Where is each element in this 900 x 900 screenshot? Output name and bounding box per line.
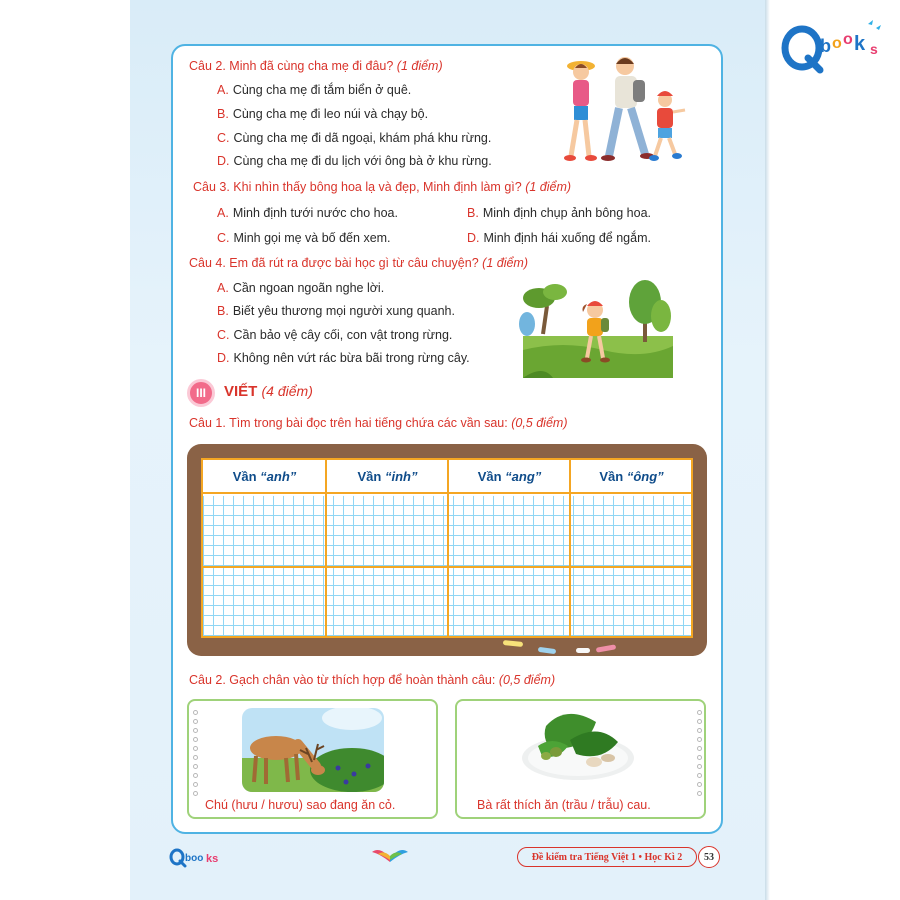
option-text: Minh định hái xuống để ngắm. [483,231,651,245]
family-hiking-illustration [553,52,688,164]
column-rhyme: “inh” [384,468,418,484]
column-divider [325,460,327,636]
question-points: (0,5 điểm) [498,673,556,687]
column-rhyme: “anh” [260,468,297,484]
column-prefix: Vần [357,468,382,484]
option-text: Cần bảo vệ cây cối, con vật trong rừng. [233,328,453,342]
svg-text:o: o [843,31,853,48]
option-text: Minh định tưới nước cho hoa. [232,206,398,220]
column-rhyme: “ông” [626,468,664,484]
svg-text:o: o [832,35,842,52]
footer-bird-icon [370,846,410,866]
option-letter: C. [217,131,230,145]
section-numeral: III [195,386,206,400]
q3-option-d[interactable] [467,231,651,245]
option-letter: D. [467,231,480,245]
option-letter: C. [217,328,230,342]
column-divider [569,460,571,636]
qbooks-logo [780,14,890,78]
option-text: Cùng cha mẹ đi du lịch với ông bà ở khu rừng. [233,154,492,168]
betel-leaves-image [516,706,638,786]
binder-rings-right [697,710,703,800]
question-3-label [193,180,571,194]
question-points: (0,5 điểm) [511,416,568,430]
page-edge [765,0,770,900]
q2-option-c[interactable] [217,131,491,145]
option-letter: C. [217,231,230,245]
svg-text:b: b [820,36,831,56]
option-letter: B. [467,206,479,220]
row-divider [203,566,691,568]
q3-option-b[interactable] [467,206,651,220]
option-text: Minh gọi mẹ và bố đến xem. [233,231,391,245]
column-prefix: Vần [599,468,624,484]
q4-option-b[interactable] [217,304,455,318]
option-text: Biết yêu thương mọi người xung quanh. [232,304,455,318]
column-header-inh [326,460,449,494]
q4-option-a[interactable] [217,281,384,295]
writing-question-1-label [189,416,568,430]
option-letter: B. [217,304,229,318]
page-number: 53 [698,846,720,868]
column-header-ong [570,460,693,494]
question-text: Câu 3. Khi nhìn thấy bông hoa lạ và đẹp, Minh định làm gì? [193,180,522,194]
question-text: Câu 4. Em đã rút ra được bài học gì từ câu chuyện? [189,256,479,270]
question-points: (1 điểm) [525,180,572,194]
q2-option-a[interactable] [217,83,411,97]
svg-text:k: k [854,33,866,55]
option-text: Minh định chụp ảnh bông hoa. [482,206,652,220]
footer-book-title: Đề kiểm tra Tiếng Việt 1 • Học Kì 2 [517,847,697,867]
option-text: Cùng cha mẹ đi leo núi và chạy bộ. [232,107,429,121]
child-in-forest-illustration [517,276,677,380]
question-text: Câu 2. Minh đã cùng cha mẹ đi đâu? [189,59,394,73]
svg-text:s: s [870,41,878,57]
section-points: (4 điểm) [261,383,313,399]
column-divider [447,460,449,636]
question-4-label [189,256,528,270]
footer-qbooks-logo [168,846,224,868]
section-title-text: VIẾT [224,383,258,400]
option-text: Cùng cha mẹ đi tắm biển ở quê. [232,83,412,97]
column-rhyme: “ang” [505,468,542,484]
q3-option-a[interactable] [217,206,398,220]
option-letter: D. [217,154,230,168]
question-points: (1 điểm) [396,59,443,73]
q4-option-d[interactable] [217,351,470,365]
option-text: Cùng cha mẹ đi dã ngoại, khám phá khu rừng. [233,131,492,145]
option-letter: A. [217,281,229,295]
betel-sentence[interactable]: Bà rất thích ăn (trầu / trẫu) cau. [477,798,651,812]
option-text: Cần ngoan ngoãn nghe lời. [232,281,385,295]
deer-sentence[interactable]: Chú (hưu / hươu) sao đang ăn cỏ. [205,798,396,812]
option-letter: A. [217,83,229,97]
q2-option-d[interactable] [217,154,492,168]
chalk-white [576,648,590,653]
q2-option-b[interactable] [217,107,428,121]
svg-text:boo: boo [185,853,204,864]
question-points: (1 điểm) [482,256,528,270]
column-prefix: Vần [232,468,257,484]
section-title [224,383,313,400]
deer-eating-grass-image [242,708,384,792]
column-header-ang [448,460,571,494]
writing-question-2-label [189,673,555,687]
question-text: Câu 1. Tìm trong bài đọc trên hai tiếng chứa các vần sau: [189,416,508,430]
column-prefix: Vần [477,468,502,484]
question-text: Câu 2. Gạch chân vào từ thích hợp để hoàn thành câu: [189,673,496,687]
option-letter: A. [217,206,229,220]
option-text: Không nên vứt rác bừa bãi trong rừng cây. [233,351,470,365]
q4-option-c[interactable] [217,328,452,342]
section-number-badge [187,379,215,407]
column-header-anh [203,460,326,494]
svg-text:ks: ks [206,853,219,865]
question-2-label [189,59,443,73]
q3-option-c[interactable] [217,231,391,245]
option-letter: D. [217,351,230,365]
option-letter: B. [217,107,229,121]
binder-rings-left [193,710,199,800]
